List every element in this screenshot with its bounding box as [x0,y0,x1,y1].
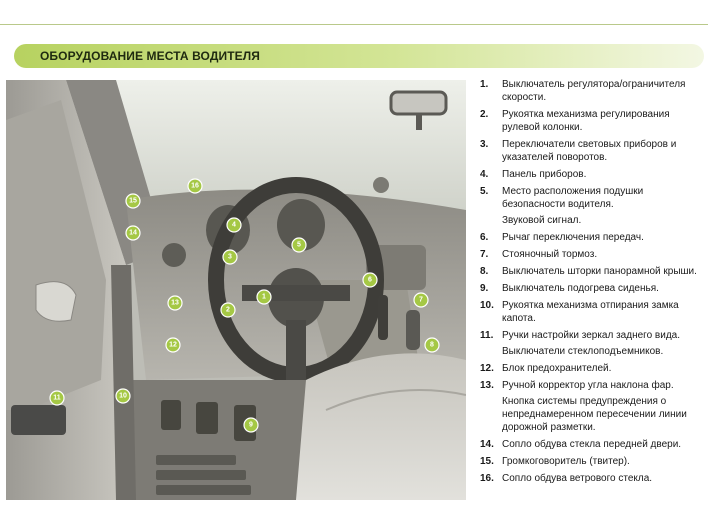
callout-1 [257,290,271,304]
legend-text: Выключатель подогрева сиденья. [502,283,659,294]
legend-number: 9. [480,283,489,294]
legend-list [480,78,702,489]
svg-text:7: 7 [419,296,423,304]
legend-text: Ручной корректор угла наклона фар. [502,380,674,391]
svg-text:4: 4 [232,221,236,229]
legend-item [480,168,702,181]
legend-text: Переключатели световых приборов и указателей поворотов. [502,139,677,163]
svg-text:16: 16 [191,182,199,190]
legend-number: 2. [480,109,489,120]
callout-14 [126,226,140,240]
legend-number: 13. [480,380,494,391]
callout-3 [223,250,237,264]
cockpit-drawing [6,80,466,500]
legend-text: Рычаг переключения передач. [502,232,644,243]
legend-item [480,265,702,278]
svg-text:2: 2 [226,306,230,314]
legend-subtext: Кнопка системы предупреждения о непреднамеренном пересечении линии дорожной разметки. [502,396,687,433]
callout-7 [414,293,428,307]
legend-number: 6. [480,232,489,243]
callout-16 [188,179,202,193]
legend-text: Стояночный тормоз. [502,249,598,260]
legend-text-block [502,455,702,468]
legend-item [480,231,702,244]
cockpit-illustration [6,80,466,500]
legend-text: Блок предохранителей. [502,363,612,374]
legend-text: Панель приборов. [502,169,587,180]
callout-6 [363,273,377,287]
legend-number: 8. [480,266,489,277]
callout-9 [244,418,258,432]
legend-item [480,438,702,451]
legend-item [480,108,702,134]
legend-item [480,185,702,227]
legend-text-block [502,282,702,295]
svg-text:11: 11 [53,394,61,402]
callout-4 [227,218,241,232]
legend-item [480,362,702,375]
section-banner [14,44,704,68]
legend-item [480,248,702,261]
legend-text: Сопло обдува стекла передней двери. [502,439,682,450]
svg-text:8: 8 [430,341,434,349]
callout-15 [126,194,140,208]
legend-text: Выключатель шторки панорамной крыши. [502,266,697,277]
legend-subtext: Выключатели стеклоподъемников. [502,346,664,357]
legend-number: 1. [480,79,489,90]
legend-item [480,78,702,104]
legend-text: Громкоговоритель (твитер). [502,456,630,467]
svg-text:5: 5 [297,241,301,249]
legend-text-block [502,362,702,375]
legend-number: 12. [480,363,494,374]
legend-text-block [502,329,702,358]
legend-text: Выключатель регулятора/ограничителя скорости. [502,79,686,103]
legend-number: 11. [480,330,494,341]
callout-13 [168,296,182,310]
legend-item [480,472,702,485]
legend-text-block [502,138,702,164]
legend-text-block [502,168,702,181]
legend-number: 7. [480,249,489,260]
legend-text-block [502,265,702,278]
legend-item [480,282,702,295]
svg-text:15: 15 [129,197,137,205]
callout-2 [221,303,235,317]
callout-10 [116,389,130,403]
legend-text-block [502,231,702,244]
callout-5 [292,238,306,252]
legend-number: 3. [480,139,489,150]
svg-text:1: 1 [262,293,266,301]
svg-text:12: 12 [169,341,177,349]
legend-item [480,299,702,325]
legend-text: Рукоятка механизма регулирования рулевой колонки. [502,109,670,133]
legend-text: Место расположения подушки безопасности водителя. [502,186,644,210]
legend-text: Ручки настройки зеркал заднего вида. [502,330,681,341]
legend-number: 14. [480,439,494,450]
legend-text: Сопло обдува ветрового стекла. [502,473,653,484]
section-title: ОБОРУДОВАНИЕ МЕСТА ВОДИТЕЛЯ [40,49,260,63]
legend-number: 16. [480,473,494,484]
legend-number: 5. [480,186,489,197]
callout-8 [425,338,439,352]
callout-11 [50,391,64,405]
legend-number: 4. [480,169,489,180]
legend-text-block [502,78,702,104]
legend-text-block [502,472,702,485]
legend-item [480,138,702,164]
legend-text-block [502,379,702,434]
svg-text:9: 9 [249,421,253,429]
svg-text:14: 14 [129,229,137,237]
svg-text:13: 13 [171,299,179,307]
legend-text-block [502,185,702,227]
legend-number: 15. [480,456,494,467]
legend-text-block [502,438,702,451]
callout-12 [166,338,180,352]
legend-text-block [502,248,702,261]
legend-text-block [502,108,702,134]
top-rule [0,24,708,25]
legend-text: Рукоятка механизма отпирания замка капота. [502,300,679,324]
legend-item [480,329,702,358]
legend-text-block [502,299,702,325]
legend-number: 10. [480,300,494,311]
legend-item [480,455,702,468]
legend-item [480,379,702,434]
svg-text:10: 10 [119,392,127,400]
svg-text:3: 3 [228,253,232,261]
legend-subtext: Звуковой сигнал. [502,215,582,226]
svg-text:6: 6 [368,276,372,284]
